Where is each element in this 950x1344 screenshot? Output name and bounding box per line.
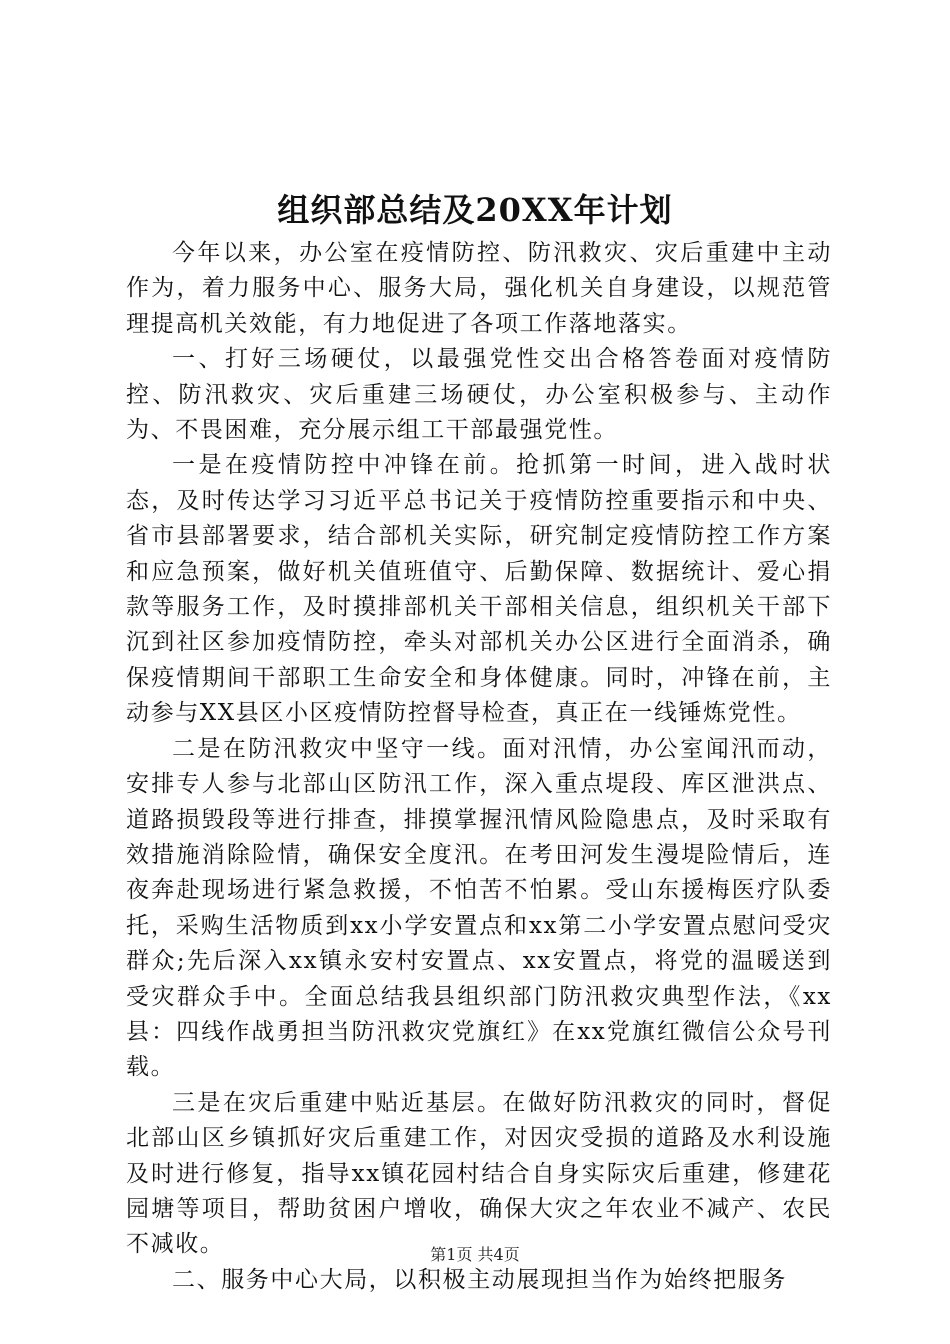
paragraph-intro: 今年以来，办公室在疫情防控、防汛救灾、灾后重建中主动作为，着力服务中心、服务大局，强化机关自身建设，以规范管理提高机关效能，有力地促进了各项工作落地落实。 xyxy=(126,240,832,337)
document-body xyxy=(126,236,832,1298)
paragraph-section-two: 二、服务中心大局，以积极主动展现担当作为始终把服务 xyxy=(172,1266,787,1293)
paragraph-epidemic: 一是在疫情防控中冲锋在前。抢抓第一时间，进入战时状态，及时传达学习习近平总书记关于疫情防控重要指示和中央、省市县部署要求，结合部机关实际，研究制定疫情防控工作方案和应急预案，做好机关值班值守、后勤保障、数据统计、爱心捐款等服务工作，及时摸排部机关干部相关信息，组织机关干部下沉到社区参加疫情防控，牵头对部机关办公区进行全面消杀，确保疫情期间干部职工生命安全和身体健康。同时，冲锋在前，主动参与XX县区小区疫情防控督导检查，真正在一线锤炼党性。 xyxy=(126,452,832,727)
paragraph-reconstruction: 三是在灾后重建中贴近基层。在做好防汛救灾的同时，督促北部山区乡镇抓好灾后重建工作，对因灾受损的道路及水利设施及时进行修复，指导xx镇花园村结合自身实际灾后重建，修建花园塘等项目，帮助贫困户增收，确保大灾之年农业不减产、农民不减收。 xyxy=(126,1089,832,1258)
document-title: 组织部总结及20XX年计划 xyxy=(277,191,673,229)
paragraph-flood-relief: 二是在防汛救灾中坚守一线。面对汛情，办公室闻汛而动，安排专人参与北部山区防汛工作，深入重点堤段、库区泄洪点、道路损毁段等进行排查，排摸掌握汛情风险隐患点，及时采取有效措施消除险情，确保安全度汛。在考田河发生漫堤险情后，连夜奔赴现场进行紧急救援，不怕苦不怕累。受山东援梅医疗队委托，采购生活物质到xx小学安置点和xx第二小学安置点慰问受灾群众;先后深入xx镇永安村安置点、xx安置点，将党的温暖送到受灾群众手中。全面总结我县组织部门防汛救灾典型作法，《xx县：四线作战勇担当防汛救灾党旗红》在xx党旗红微信公众号刊载。 xyxy=(126,735,832,1081)
page-footer: 第1页 共4页 xyxy=(430,1245,520,1264)
paragraph-section-one: 一、打好三场硬仗，以最强党性交出合格答卷面对疫情防控、防汛救灾、灾后重建三场硬仗，办公室积极参与、主动作为、不畏困难，充分展示组工干部最强党性。 xyxy=(126,346,832,444)
